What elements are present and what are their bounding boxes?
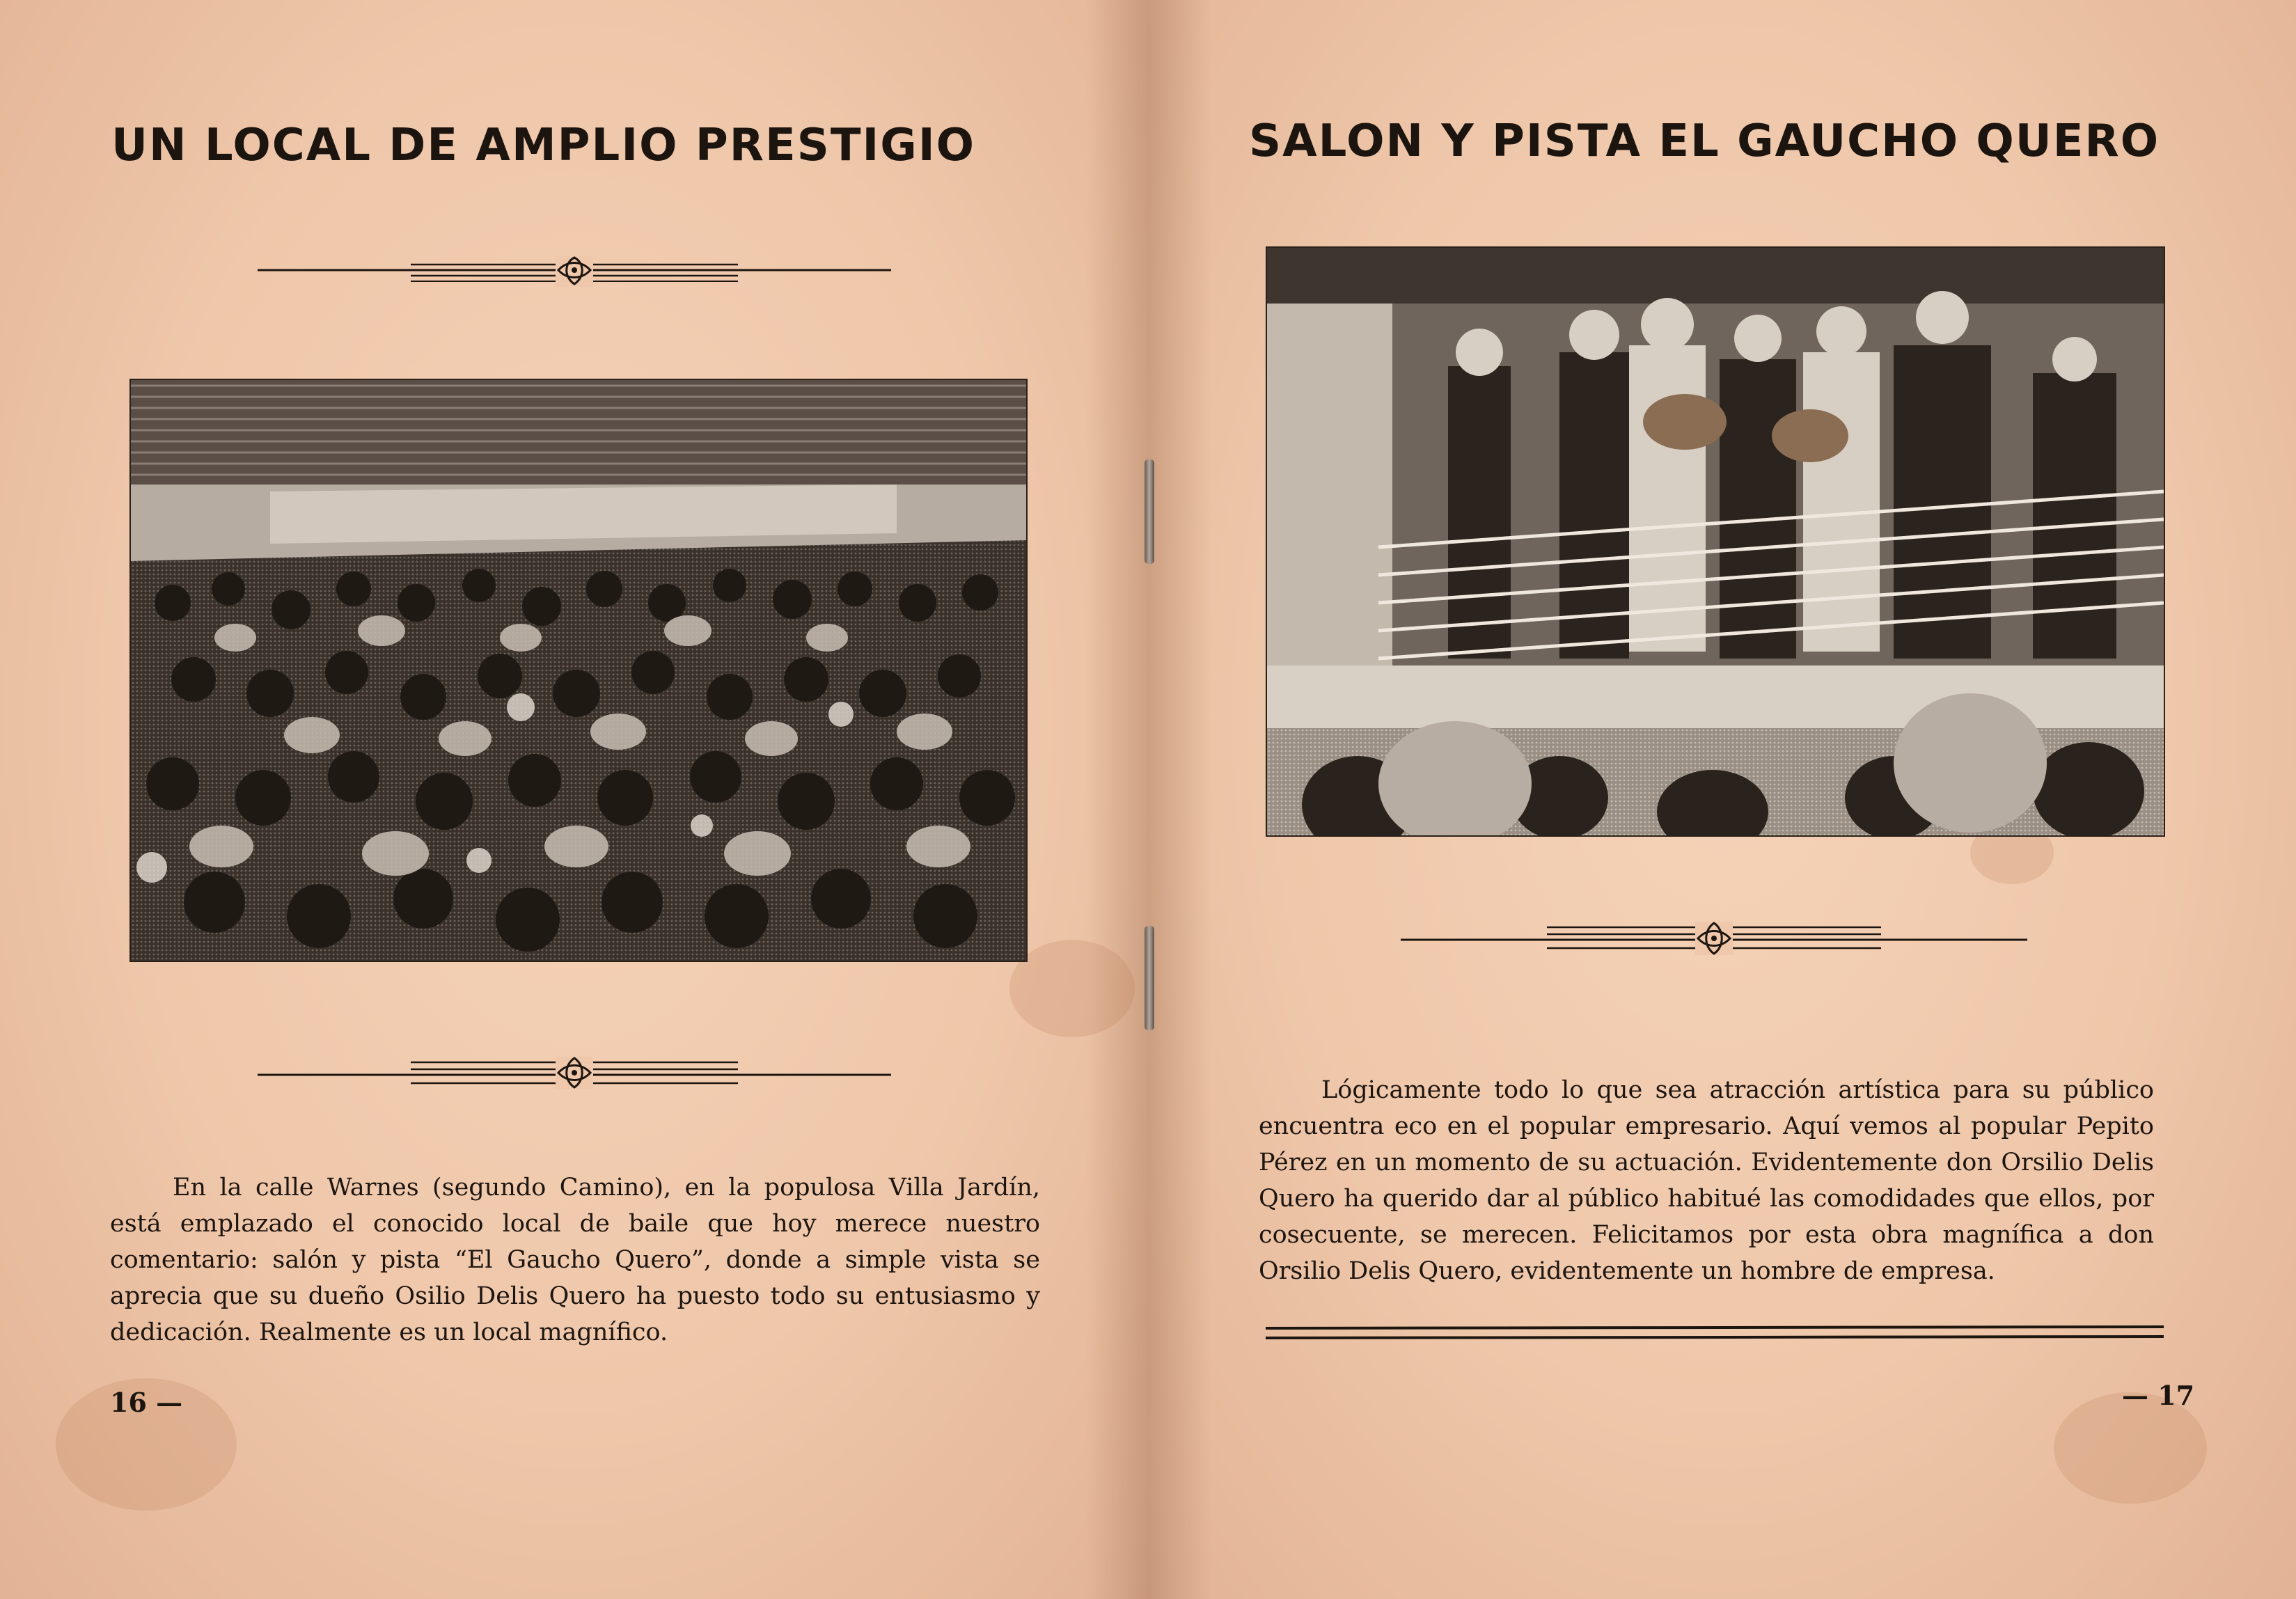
crowd-photo-icon [131, 380, 1026, 961]
page-heading: UN LOCAL DE AMPLIO PRESTIGIO [111, 120, 976, 171]
page-heading: SALON Y PISTA EL GAUCHO QUERO [1249, 116, 2160, 167]
page-number: — 17 [2122, 1380, 2195, 1411]
decorative-rule-ornament [258, 1053, 891, 1094]
binding-staple [1145, 459, 1154, 564]
right-page [1149, 0, 2296, 1599]
musicians-photo-icon [1267, 248, 2164, 835]
decorative-double-rule [1266, 1323, 2164, 1344]
dance-hall-photo [129, 379, 1028, 962]
article-body: En la calle Warnes (segundo Camino), en la populosa Villa Jardín, está emplazado el conocido local de baile que hoy merece nuestro comentario: salón y pista “El Gaucho Quero”, donde a simple vista se aprecia que su dueño Osilio Delis Quero ha puesto todo su entusiasmo y dedicación. Realmente es un local magnífico. [110, 1174, 1040, 1346]
paper-stain [1009, 940, 1135, 1037]
gutter-shadow [1086, 0, 1149, 1599]
binding-staple [1145, 926, 1154, 1030]
article-body: Lógicamente todo lo que sea atracción artística para su público encuentra eco en el popular empresario. Aquí vemos al popular Pepito Pérez en un momento de su actuación. Evidentemente don Orsilio Delis Quero ha querido dar al público habitué las comodidades que ellos, por cosecuente, se merecen. Felicitamos por esta obra magnífica a don Orsilio Delis Quero, evidentemente un hombre de empresa. [1259, 1076, 2154, 1285]
gutter-shadow [1149, 0, 1211, 1599]
decorative-rule-ornament [258, 251, 891, 292]
stage-performance-photo [1266, 246, 2165, 837]
page-number: 16 — [110, 1387, 183, 1418]
decorative-rule-ornament [1401, 917, 2027, 959]
